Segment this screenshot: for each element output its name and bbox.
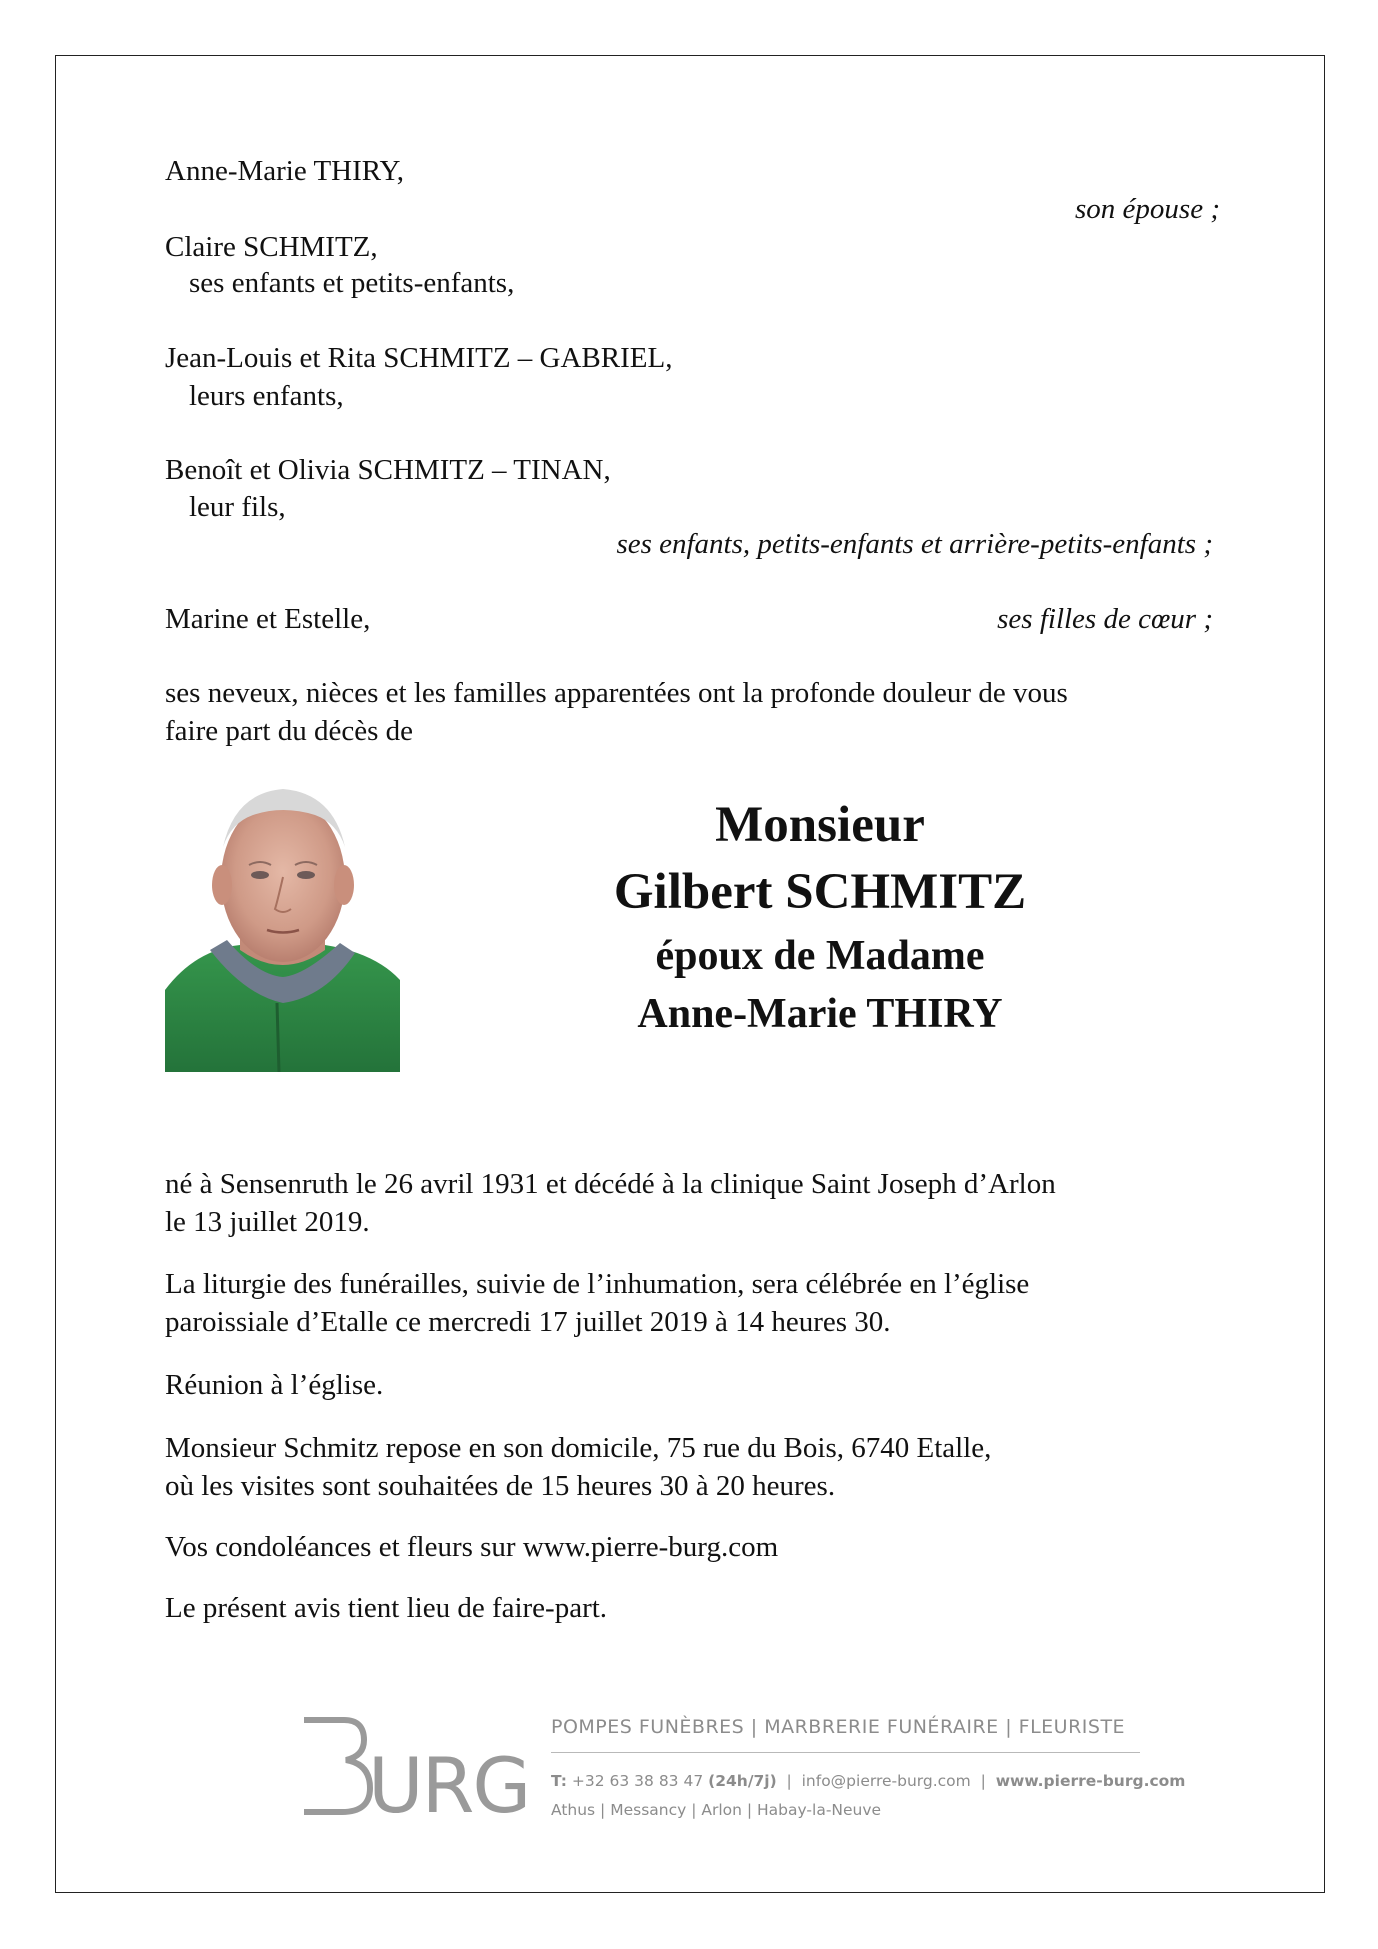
family-line-jeanlouis: Jean-Louis et Rita SCHMITZ – GABRIEL, xyxy=(165,342,673,374)
family-line-benoit-son: leur fils, xyxy=(189,491,286,523)
rest-line-2: où les visites sont souhaitées de 15 heures 30 à 20 heures. xyxy=(165,1470,836,1502)
role-spouse: son épouse ; xyxy=(1075,193,1220,225)
family-line-claire-children: ses enfants et petits-enfants, xyxy=(189,267,515,299)
deceased-name: Gilbert SCHMITZ xyxy=(613,864,1027,920)
spouse-line-2: Anne-Marie THIRY xyxy=(637,991,1003,1037)
rest-line-1: Monsieur Schmitz repose en son domicile, 75 rue du Bois, 6740 Etalle, xyxy=(165,1432,992,1464)
phone-hours: (24h/7j) xyxy=(708,1772,777,1790)
family-line-claire: Claire SCHMITZ, xyxy=(165,231,378,263)
burg-logo xyxy=(298,1712,530,1830)
spouse-line-1: époux de Madame xyxy=(655,933,985,979)
birth-line-1: né à Sensenruth le 26 avril 1931 et décédé à la clinique Saint Joseph d’Arlon xyxy=(165,1168,1056,1200)
role-daughters-of-heart: ses filles de cœur ; xyxy=(997,603,1213,635)
footer-divider xyxy=(551,1752,1140,1753)
svg-text:URG: URG xyxy=(368,1741,530,1830)
intro-line-2: faire part du décès de xyxy=(165,715,413,747)
intro-line-1: ses neveux, nièces et les familles apparentées ont la profonde douleur de vous xyxy=(165,677,1068,709)
family-line-spouse: Anne-Marie THIRY, xyxy=(165,155,404,187)
phone-number: +32 63 38 83 47 xyxy=(571,1772,704,1790)
condolences-line: Vos condoléances et fleurs sur www.pierre-burg.com xyxy=(165,1531,779,1563)
meeting-line: Réunion à l’église. xyxy=(165,1369,384,1401)
notice-line: Le présent avis tient lieu de faire-part. xyxy=(165,1592,608,1624)
email-link[interactable]: info@pierre-burg.com xyxy=(801,1772,971,1790)
phone-label: T: xyxy=(551,1772,567,1790)
role-children: ses enfants, petits-enfants et arrière-petits-enfants ; xyxy=(616,528,1213,560)
footer-services: POMPES FUNÈBRES | MARBRERIE FUNÉRAIRE | FLEURISTE xyxy=(551,1716,1126,1738)
portrait-photo xyxy=(165,775,400,1072)
family-line-benoit: Benoît et Olivia SCHMITZ – TINAN, xyxy=(165,454,611,486)
footer-locations: Athus | Messancy | Arlon | Habay-la-Neuve xyxy=(551,1801,882,1819)
website-link[interactable]: www.pierre-burg.com xyxy=(995,1772,1186,1790)
footer-contact: T: +32 63 38 83 47 (24h/7j) | info@pierre-burg.com | www.pierre-burg.com xyxy=(551,1772,1186,1790)
family-line-marine: Marine et Estelle, xyxy=(165,603,371,635)
deceased-title: Monsieur xyxy=(715,797,925,853)
birth-line-2: le 13 juillet 2019. xyxy=(165,1206,370,1238)
liturgy-line-2: paroissiale d’Etalle ce mercredi 17 juillet 2019 à 14 heures 30. xyxy=(165,1306,891,1338)
liturgy-line-1: La liturgie des funérailles, suivie de l’inhumation, sera célébrée en l’église xyxy=(165,1268,1030,1300)
family-line-jeanlouis-children: leurs enfants, xyxy=(189,380,344,412)
